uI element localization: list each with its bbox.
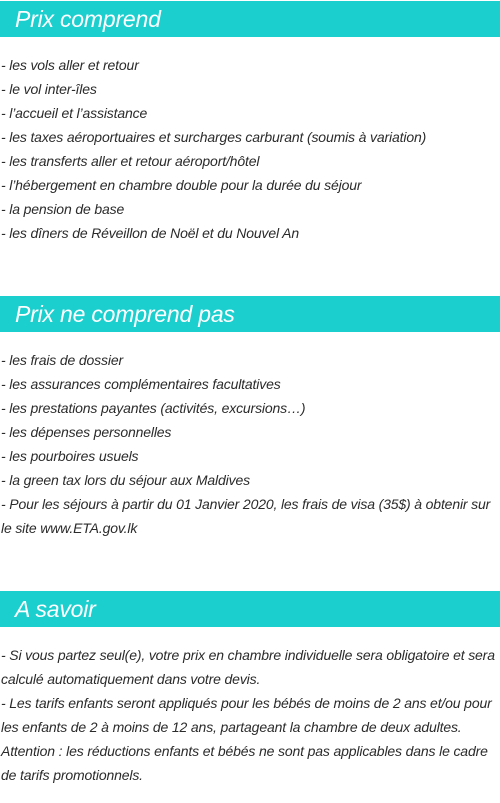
list-item: - les pourboires usuels xyxy=(1,448,139,464)
list-item: - les assurances complémentaires facultatives xyxy=(1,376,281,392)
list-item-visa: - Pour les séjours à partir du 01 Janvier 2020, les frais de visa (35$) à obtenir sur le site www.ETA.gov.lk xyxy=(1,496,491,536)
list-item: - les taxes aéroportuaires et surcharges carburant (soumis à variation) xyxy=(1,129,427,145)
list-item: - le vol inter-îles xyxy=(1,81,97,97)
price-excludes-list xyxy=(0,332,500,540)
section-title-price-excludes: Prix ne comprend pas xyxy=(0,296,500,332)
list-item: - les transferts aller et retour aéroport/hôtel xyxy=(1,153,260,169)
section-title-good-to-know: A savoir xyxy=(0,591,500,627)
section-price-includes xyxy=(0,1,500,245)
list-item: - l’accueil et l’assistance xyxy=(1,105,148,121)
list-item: - la pension de base xyxy=(1,201,125,217)
list-item: - les prestations payantes (activités, excursions…) xyxy=(1,400,306,416)
section-price-excludes xyxy=(0,296,500,540)
list-item: - les frais de dossier xyxy=(1,352,123,368)
list-item: - les dépenses personnelles xyxy=(1,424,172,440)
section-title-price-includes: Prix comprend xyxy=(0,1,500,37)
list-item: - les vols aller et retour xyxy=(1,57,139,73)
info-paragraph-attention: Attention : les réductions enfants et bébés ne sont pas applicables dans le cadre de tarifs promotionnels. xyxy=(1,743,488,783)
info-paragraph-children: - Les tarifs enfants seront appliqués pour les bébés de moins de 2 ans et/ou pour les enfants de 2 à moins de 12 ans, partageant la chambre de deux adultes. xyxy=(1,695,492,735)
good-to-know-text xyxy=(0,627,500,787)
list-item: - l’hébergement en chambre double pour la durée du séjour xyxy=(1,177,362,193)
list-item: - les dîners de Réveillon de Noël et du Nouvel An xyxy=(1,225,299,241)
section-good-to-know xyxy=(0,591,500,787)
list-item: - la green tax lors du séjour aux Maldives xyxy=(1,472,250,488)
price-includes-list xyxy=(0,37,500,245)
info-paragraph-single: - Si vous partez seul(e), votre prix en chambre individuelle sera obligatoire et sera calculé automatiquement dans votre devis. xyxy=(1,647,495,687)
